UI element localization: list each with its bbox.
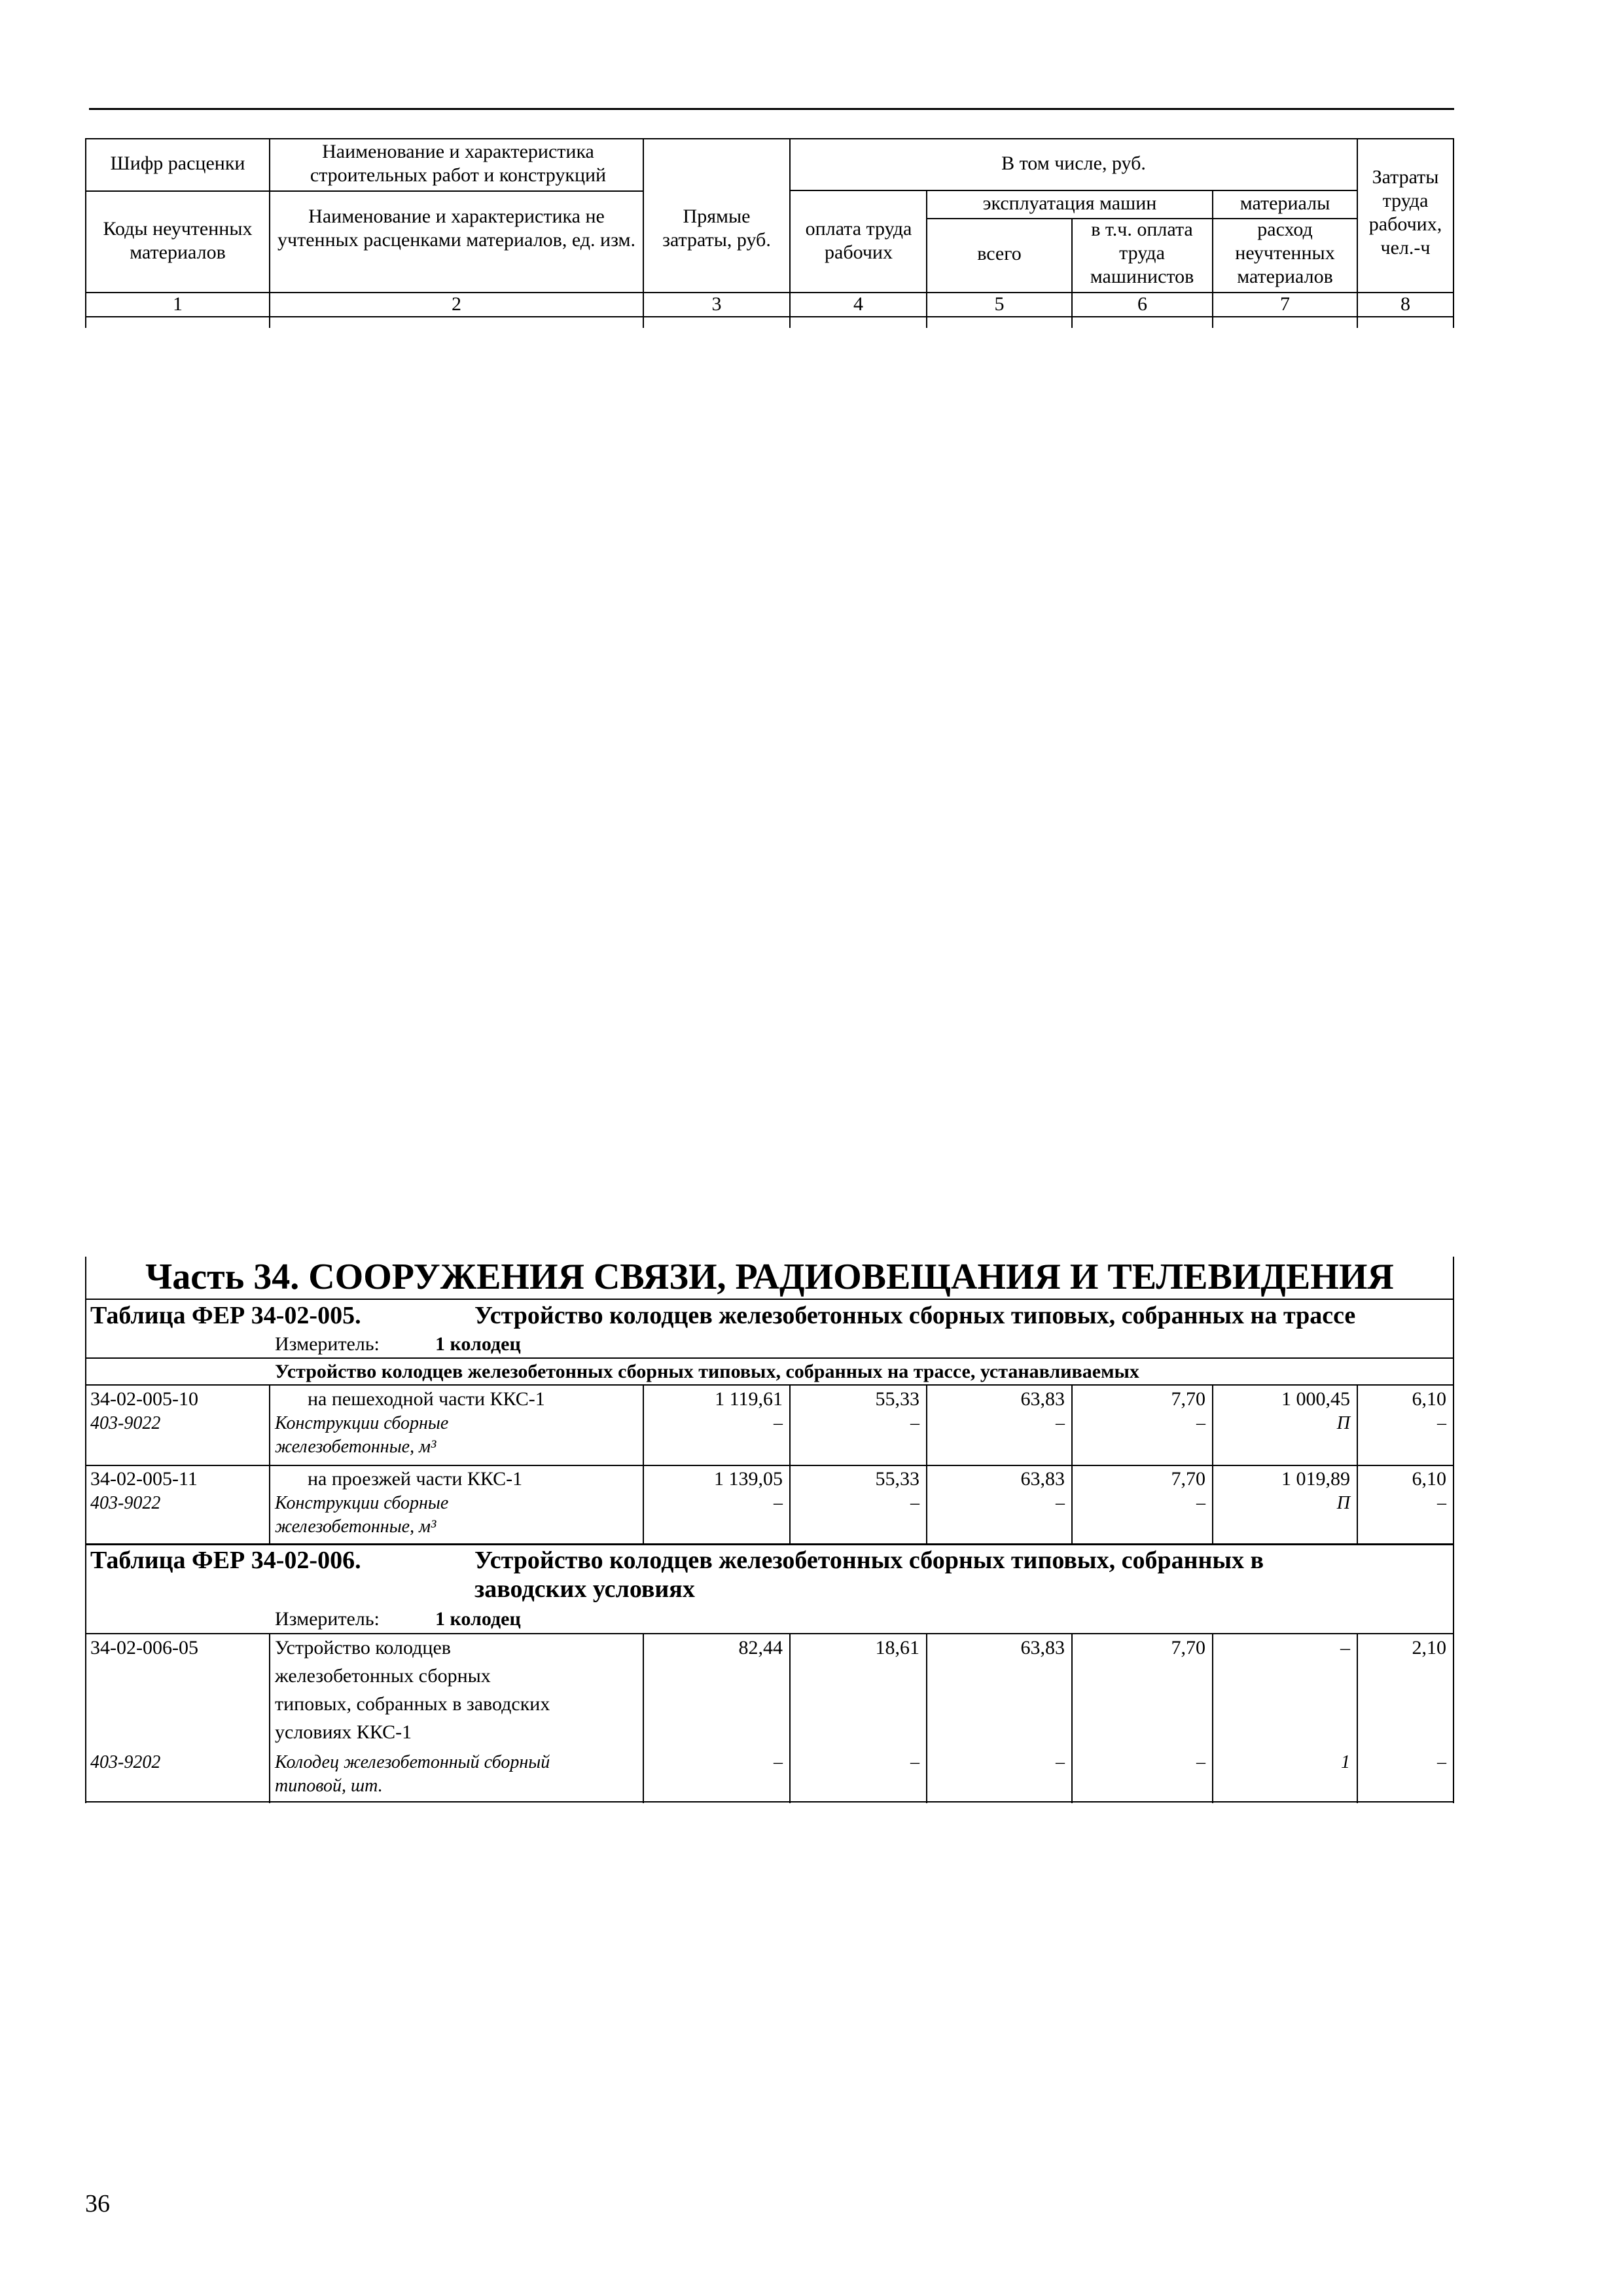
- row-v4: 18,61: [875, 1637, 919, 1659]
- header-mat-sub: расход неучтенных материалов: [1235, 219, 1335, 287]
- header-mach-total: всего: [977, 243, 1022, 264]
- row-v8: 6,10: [1412, 1388, 1446, 1410]
- row-m3: –: [774, 1493, 783, 1513]
- row-m6: –: [1196, 1413, 1205, 1433]
- row-m3: –: [774, 1413, 783, 1433]
- row-v4: 55,33: [875, 1468, 919, 1490]
- col-num-2: 2: [452, 293, 461, 315]
- row-m5: –: [1056, 1752, 1065, 1772]
- header-col2-top: Наименование и характеристика строительных работ и конструкций: [310, 141, 607, 186]
- col-num-4: 4: [853, 293, 863, 315]
- row-name-line3: типовых, собранных в заводских: [275, 1693, 550, 1715]
- row-v5: 63,83: [1020, 1468, 1065, 1490]
- col-num-1: 1: [173, 293, 183, 315]
- row-m4: –: [910, 1493, 919, 1513]
- table2-label: Таблица ФЕР 34-02-006.: [90, 1547, 361, 1574]
- row-m5: –: [1056, 1493, 1065, 1513]
- row-name-line2: железобетонных сборных: [275, 1665, 491, 1687]
- row-code: 34-02-005-10: [90, 1388, 198, 1410]
- row-m4: –: [910, 1413, 919, 1433]
- row-m3: –: [774, 1752, 783, 1772]
- row-v8: 2,10: [1412, 1637, 1446, 1659]
- row-v7: 1 019,89: [1281, 1468, 1350, 1490]
- row-code: 34-02-006-05: [90, 1637, 198, 1659]
- row-mat-line2: типовой, шт.: [275, 1776, 383, 1796]
- row-v6: 7,70: [1171, 1468, 1205, 1490]
- col-num-6: 6: [1137, 293, 1147, 315]
- row-mat-line2: железобетонные, м³: [275, 1437, 437, 1457]
- row-mat-line2: железобетонные, м³: [275, 1516, 437, 1537]
- row-code: 34-02-005-11: [90, 1468, 198, 1490]
- row-m5: –: [1056, 1413, 1065, 1433]
- part-title: Часть 34. СООРУЖЕНИЯ СВЯЗИ, РАДИОВЕЩАНИЯ И ТЕЛЕВИДЕНИЯ: [145, 1257, 1394, 1297]
- row-mat-line1: Колодец железобетонный сборный: [275, 1752, 550, 1772]
- row-v3: 1 119,61: [715, 1388, 783, 1410]
- row-mat-code: 403-9022: [90, 1493, 161, 1513]
- row-v5: 63,83: [1020, 1388, 1065, 1410]
- table2-measure-label: Измеритель:: [275, 1608, 380, 1630]
- table2-title-line2: заводских условиях: [474, 1575, 695, 1603]
- col-num-7: 7: [1280, 293, 1290, 315]
- header-col3: Прямые затраты, руб.: [662, 206, 771, 251]
- header-col1-top: Шифр расценки: [110, 152, 245, 174]
- row-v3: 82,44: [738, 1637, 783, 1659]
- row-v6: 7,70: [1171, 1388, 1205, 1410]
- row-m8: –: [1437, 1413, 1446, 1433]
- row-name: на пешеходной части ККС-1: [308, 1388, 545, 1410]
- row-v6: 7,70: [1171, 1637, 1205, 1659]
- row-v4: 55,33: [875, 1388, 919, 1410]
- row-name: на проезжей части ККС-1: [308, 1468, 523, 1490]
- col-num-3: 3: [711, 293, 722, 315]
- table1-subheading: Устройство колодцев железобетонных сборных типовых, собранных на трассе, устанавливаемых: [275, 1361, 1139, 1382]
- row-mat-line1: Конструкции сборные: [275, 1413, 449, 1433]
- header-machines: эксплуатация машин: [982, 192, 1157, 214]
- row-mat-code: 403-9022: [90, 1413, 161, 1433]
- row-m7: 1: [1341, 1752, 1350, 1772]
- table2-measure-value: 1 колодец: [435, 1608, 521, 1630]
- row-m7: П: [1336, 1493, 1350, 1513]
- top-rule: [89, 108, 1454, 110]
- row-mat-line1: Конструкции сборные: [275, 1493, 449, 1513]
- row-m8: –: [1437, 1493, 1446, 1513]
- table1-label: Таблица ФЕР 34-02-005.: [90, 1302, 361, 1329]
- row-v7: –: [1340, 1637, 1350, 1659]
- table2-title-line1: Устройство колодцев железобетонных сборных типовых, собранных в: [474, 1547, 1264, 1574]
- row-v7: 1 000,45: [1281, 1388, 1350, 1410]
- row-m7: П: [1336, 1413, 1350, 1433]
- header-col2-bottom: Наименование и характеристика не учтенных расценками материалов, ед. изм.: [277, 206, 635, 251]
- table1-title: Устройство колодцев железобетонных сборных типовых, собранных на трассе: [474, 1302, 1356, 1329]
- row-name-line1: Устройство колодцев: [275, 1637, 451, 1659]
- header-incl: В том числе, руб.: [1001, 152, 1146, 174]
- row-m6: –: [1196, 1493, 1205, 1513]
- row-m4: –: [910, 1752, 919, 1772]
- table1-measure-value: 1 колодец: [435, 1333, 521, 1355]
- header-materials: материалы: [1240, 192, 1330, 214]
- col-num-8: 8: [1400, 293, 1410, 315]
- table1-measure-label: Измеритель:: [275, 1333, 380, 1355]
- header-mach-labor: в т.ч. оплата труда машинистов: [1090, 219, 1194, 287]
- header-labor: оплата труда рабочих: [805, 218, 912, 263]
- row-name-line4: условиях ККС-1: [275, 1721, 412, 1743]
- row-m8: –: [1437, 1752, 1446, 1772]
- header-col1-bottom: Коды неучтенных материалов: [103, 218, 253, 263]
- row-v3: 1 139,05: [714, 1468, 783, 1490]
- row-v5: 63,83: [1020, 1637, 1065, 1659]
- row-v8: 6,10: [1412, 1468, 1446, 1490]
- row-m6: –: [1196, 1752, 1205, 1772]
- col-num-5: 5: [994, 293, 1005, 315]
- header-col8: Затраты труда рабочих, чел.-ч: [1368, 166, 1442, 259]
- row-mat-code: 403-9202: [90, 1752, 161, 1772]
- page-number: 36: [85, 2190, 110, 2217]
